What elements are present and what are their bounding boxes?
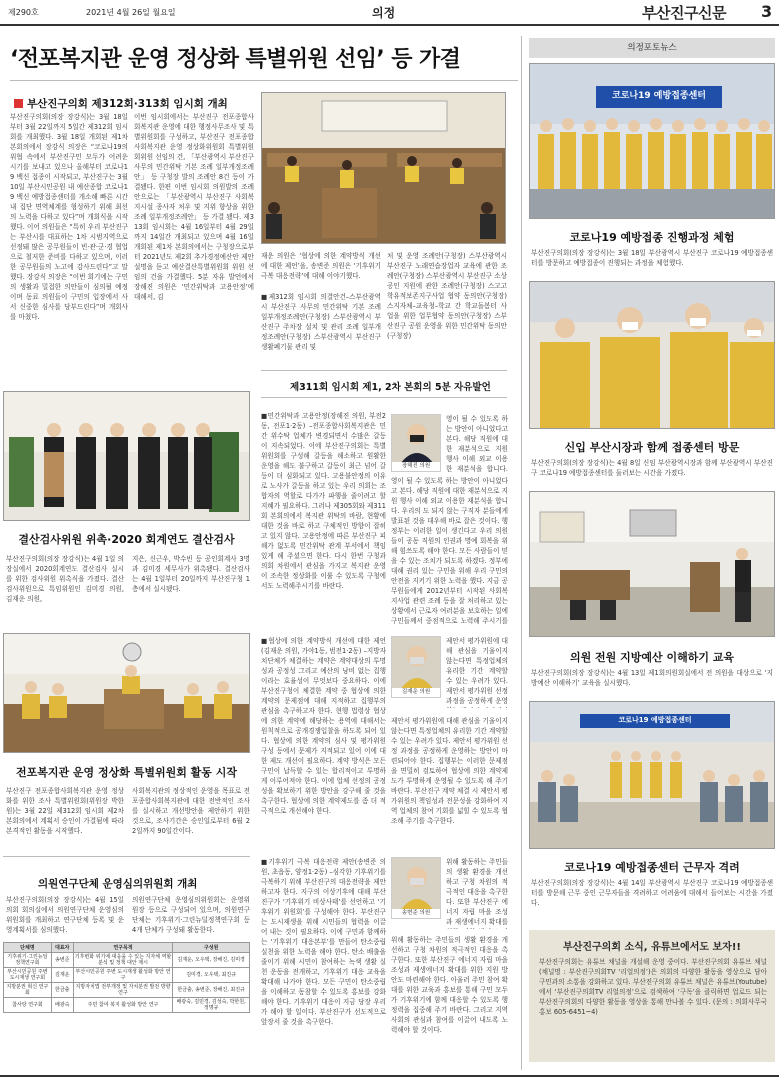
table-cell: 부산시민공원 주변 도시재생 활성화 방안 연구 bbox=[73, 968, 173, 983]
divider bbox=[3, 856, 250, 857]
vaccine-center-sign: 코로나19 예방접종센터 bbox=[618, 716, 692, 724]
article-column: 재운 의원은 ‘협상에 의한 계약방식 개선에 대한 제언’을, 송변준 의원은 ‘기후위기 극복 대응전략’에 대해 이야기했다. bbox=[261, 252, 381, 280]
table-row bbox=[4, 953, 250, 968]
photo-caption: 코로나19 예방접종 진행과정 체험 bbox=[569, 231, 735, 244]
section-title: 의정 bbox=[372, 6, 396, 20]
budget-education-photo bbox=[529, 491, 775, 637]
divider bbox=[10, 80, 518, 81]
table-cell: 배광숙 bbox=[51, 998, 73, 1013]
subtitle-text: 부산진구의회 제312회·313회 임시회 개최 bbox=[27, 98, 228, 110]
table-cell: 기후위기·그린뉴딜 정책연구회 bbox=[4, 953, 52, 968]
table-cell: 송변준 bbox=[51, 953, 73, 968]
table-cell: 부산시민공원 주변 도시재생 연구회 bbox=[4, 968, 52, 983]
accent-bar bbox=[14, 99, 23, 108]
divider bbox=[261, 370, 507, 371]
article-column: 부산진구의회(의장 장강식)는 4월 15일 의회 회의실에서 의원연구단체 운영심의위원회를 개최하고 연구단체 등록 및 운영계획서를 심의했다. bbox=[6, 896, 124, 934]
table-cell: 지방분권 혁신 연구회 bbox=[4, 983, 52, 998]
masthead bbox=[0, 0, 779, 26]
speech-text: ■민간위탁과 고용안정(장해진 의원, 부전2동, 전포1·2동) –전포종합사회복지관은 민간 위수탁 업체가 변경되면서 수많은 갈등이 지속되었다. 이에 부산진구의회는 특별위원회를 구성해 갈등을 해소하고 원활한 운영을 해도 불구하고 갈등이 최근 넘어 갈등이 더 심화되고 있다. 고용불안정의 이유로 노사가 갈등을 하고 있는 우리 의회는 조합자의 역할로 다가가 파행을 줄이려고 할 지혜가 필요하다. 그러나 제305회와 제311회 본회의에서 복지관 위탁의 바람, 현황에 대한 것을 바로 하고 구체적인 방향이 잡히고 있지 않다. 고용안정에 따른 부산진구 피해가 없도록 민간위탁 관계 부서에서 책임있게 해 주셨으면 한다. 다시 한번 구청과 의회 차원에서 관심을 가지고 복지관 운영이 조속한 정상화를 이룰 수 있도록 구청에서도 노력해주시기를 바란다. bbox=[261, 412, 386, 590]
article-column: 의원연구단체 운영심의위원회는 운영위원장 등으로 구성되어 있으며, 의원연구단체는 기후위기·그린뉴딜정책연구회 등 4개 단체가 구성돼 활동한다. bbox=[132, 896, 250, 934]
column-header: 구성원 bbox=[173, 943, 250, 953]
speaker-name: 김재운 의원 bbox=[392, 688, 440, 697]
table-cell: 지방자치법 전부개정 및 자치분권 발전 방향 연구 bbox=[73, 983, 173, 998]
speaker-photo bbox=[391, 636, 441, 698]
speech-text: ■협상에 의한 계약방식 개선에 대한 제언(김재운 의원, 가야1동, 범전1·2동) –지방자치단체가 체결하는 계약은 계약대상의 투명성과 공정성 그리고 예산의 낭비 없는 집행이라는 효율성이 무엇보다 중요하다. 이에 부산진구청이 체결한 계약 중 협상에 의한 계약의 문제점에 대해 지적하고 집행부의 관심을 촉구하고자 한다. 현행 법령상 협상에 의한 계약에 해당하는 용역에 대해서는 원칙적으로 공개경쟁입찰을 하도록 되어 있다. 협상에 의한 계약의 심사 및 평가위원 구성 등에서 문제가 지적되고 있어 이에 대한 제도 개선이 필요하다. 계약 방식은 모든 구민이 납득할 수 있는 합리적이고 투명하게 이루어져야 한다. 이에 업체 선정의 공정성을 확보하기 위한 방안을 강구해 줄 것을 촉구한다. 협상에 의한 계약제도를 좀 더 적극적으로 개선해야 한다. bbox=[261, 637, 386, 815]
table-cell: 한금출, 송변준, 장해진, 최진규 bbox=[173, 983, 250, 998]
speech-text: 위해 활동하는 주민들의 생활 환경을 개선하고 구청 차원의 적극적인 대응을 촉구한다. 또한 부산진구 에너지 자립 마을 조성과 재생에너지 확대를 bbox=[446, 858, 508, 926]
photo-text: 부산진구의회(의장 장강식)는 4월 13일 제1회의원회실에서 전 의원을 대상으로 ‘지방예산 이해하기’ 교육을 실시했다. bbox=[531, 669, 773, 687]
resolution-list: ■제312회 임시회 의결안건–스부산광역시 부산진구 사무의 민간위탁 기본 조례 일부개정조례안(구청장) 스부산광역시 부산진구 주차장 설치 및 관리 조례 일부개정조례안(구청장) 스부산광역시 부산진구 생활폐기물 관리 및 bbox=[261, 293, 381, 351]
main-headline: ‘전포복지관 운영 정상화 특별위원 선임’ 등 가결 bbox=[10, 47, 461, 72]
article-column: 이번 임시회에서는 부산진구 전포종합사회복지관 운영에 대한 행정사무조사 및 특별위원회를 구성하고, 부산진구 전포종합사회복지관 운영 정상화위원회 특별위원회위원 선임의 건, 「부산광역시 부산진구 사무의 민간위탁 기본 조례 일부개정조례안」 등 구청장 발의 조례안 8건 등이 가결됐다. 한편 이번 임시회 의원발의 조례안으로는 「부산광역시 부산진구 사회복지시설 종사자 처우 및 지위 향상을 위한 조례 일부개정조례안」 등 가결 됐다. 제313회 임시회는 4월 16일부터 4월 29일까지 14일간 개최되고 있으며 4월 16일 개회된 제1차 본회의에서는 구청장으로부터 2021년도 제2회 추가경정예산안 제안 설명을 듣고 예산결산특별위원회 위원 선임의 건을 가결했다. 5분 자유 발언에서 장해진 의원은 ‘민간위탁과 고용안정’에 대해서, 김 bbox=[134, 113, 254, 301]
photo-news-band: 의정포토뉴스 bbox=[529, 38, 775, 58]
speech-text: 영이 될 수 있도록 하는 방안이 아니었다고 본다. 해당 직원에 대한 재분석으로 지원 행사 이해 외교 이용한 재분석을 합니다. 우리의 도 되지 않는 구직자 분들에게 발표된 것을 대우해 바로 잡은 것이다. 행정부는 이러한 일이 생긴다고 우리 의원들이 공동 직원의 인권과 명예 회복을 위해 힘쓰도록 해야 한다. 모든 사람들이 믿을 수 있는 조치가 되도록 하겠다. 정부에 대해 권리 있는 구민을 위해 우리 구민의 안전을 지키기 위한 노력을 했다. 지금 공무원들에게 2012년부터 시작된 사회복지사업 관련 조례 등을 잘 처리하고 있는 상황에서 근로자 여러분을 보호하는 일에 구민들께서 중점적으로 노력해 주시기를 bbox=[391, 477, 508, 625]
speech-text: 제안서 평가위원에 대해 관심을 기울이지 않는다면 특정업체의 유리한 기간 계약할 수 있는 우려가 있다. 제안서 평가위원 선정 과정을 공정하게 운영 bbox=[446, 637, 508, 705]
page-number: 3 bbox=[761, 2, 773, 21]
vaccine-center-sign: 코로나19 예방접종센터 bbox=[612, 91, 706, 101]
column-header: 대표자 bbox=[51, 943, 73, 953]
photo-text: 부산진구의회(의장 장강식)는 4월 8일 신임 부산광역시장과 함께 부산광역시 부산진구 코로나19 예방접종센터를 둘러보는 시간을 가졌다. bbox=[531, 459, 773, 477]
article-column: 처 및 운영 조례안(구청장) 스부산광역시 부산진구 노래연습장업자 교육에 관한 조례안(구청장) 스부산광역시 부산진구 소상공인 지원에 관한 조례안(구청장) 스고고학유적보존지구사업 협약 동의안(구청장) 스지자체–교육청–학교 간 학교돌봄터 사업을 위한 업무협약 동의안(구청장) 스부산진구 공원 운영을 위한 민간위탁 동의안(구청장) bbox=[387, 252, 507, 340]
vaccine-workers-photo bbox=[529, 701, 775, 849]
table-cell: 배광숙, 김민경, 김성숙, 박한원, 정명규 bbox=[173, 998, 250, 1013]
table-cell: 기후변화 위기에 대응을 수 있는 지자체 역할 분석 및 정책 대안 제시 bbox=[74, 954, 172, 966]
table-cell: 김재운 bbox=[51, 968, 73, 983]
speaker-name: 장해진 의원 bbox=[392, 462, 440, 471]
column-header: 단체명 bbox=[4, 943, 52, 953]
table-cell: 김재운, 오우택, 장해진, 김미경 bbox=[173, 953, 250, 968]
speech-text: 제안서 평가위원에 대해 관심을 기울이지 않는다면 특정업체의 유리한 기간 계약할 수 있는 우려가 있다. 제안서 평가위원 선정 과정을 공정하게 운영하는 방안이 마련되어야 한다. 집행부는 이러한 문제점을 면밀히 검토하여 협상에 의한 계약제도가 투명하게 운영될 수 있도록 해 주기 바란다. 부산진구 계약 체결 시 제안서 평가위원의 책임성과 전문성을 강화하여 지역 업체의 참여 기회를 넓힐 수 있도록 협조해 주기를 촉구한다. bbox=[391, 717, 508, 825]
speech-text: 위해 활동하는 주민들의 생활 환경을 개선하고 구청 차원의 적극적인 대응을 촉구한다. 또한 부산진구 에너지 자립 마을 조성과 재생에너지 확대를 위한 지원 방안도 마련해야 한다. 아울러 주민 참여 확대를 위한 교육과 홍보를 통해 구민 모두가 기후위기에 함께 대응할 수 있도록 행정력을 집중해 주기 바란다. 그리고 지역 사회의 관심과 참여를 이끌어 내도록 노력해야 할 것이다. bbox=[391, 936, 508, 1034]
youtube-notice-title: 부산진구의회 소식, 유튜브에서도 보자!! bbox=[563, 942, 741, 953]
committee-photo bbox=[3, 633, 250, 753]
speech-text: 영이 될 수 있도록 하는 방안이 아니었다고 본다. 해당 직원에 대한 재분석으로 지원 행사 이해 외교 이용한 재분석을 합니다. bbox=[446, 415, 508, 473]
photo-caption: 의원 전원 지방예산 이해하기 교육 bbox=[569, 651, 735, 664]
table-row bbox=[4, 998, 250, 1013]
column-header: 연구목적 bbox=[73, 943, 173, 953]
table-cell: 김미경, 오우택, 최진규 bbox=[173, 968, 250, 983]
article-column: 부산진구의회(의장 장강식)는 3월 18일부터 3월 22일까지 5일간 제312회 임시회를 개최했다. 3월 18일 개회된 제1차 본회의에서 장강식 의장은 “코로나19의 위협 속에서 부산진구민 모두가 어려운 시기를 보내고 있으나 올해부터 코로나19 백신 접종이 시작되고, 부산진구는 3월 10일 부산시민공원 내 예산종합 코로나19 백신 예방접종센터를 개소해 빠른 시간 내 집단 면역체계를 형성하기 위해 최선의 노력을 다하고 있다”며 개회식을 시작했다. 이어 의원들은 “특히 우리 부산진구는 부산시를 대표하는 1차 시범지역으로 선정돼 많은 공무원들이 빈·관·군·경 협업으로 철저한 준비를 다하고 있으며, 이러한 공무원들의 노고에 감사드린다”고 말했다. 장강식 의장은 “이번 회기에는 구민의 생활과 밀접한 의안들이 심의될 예정이며 동료 의원들이 구민의 입장에서 사서 신중한 심사를 당부드린다”며 개회사를 마쳤다. bbox=[10, 113, 128, 321]
article-column: 지은, 신근우, 박수빈 등 공인회계사 3명과 김미경 세무사가 위촉됐다. 결산검사는 4월 1일부터 20일까지 부산진구청 1층에서 실시됐다. bbox=[132, 555, 250, 593]
speaker-photo bbox=[391, 857, 441, 919]
speaker-photo bbox=[391, 414, 441, 472]
youtube-notice-text: 부산진구의회는 유튜브 채널을 개설해 운영 중이다. 부산진구의회 유튜브 채널(채널명 : 부산진구의회TV ‘리얼의정’)은 의회의 다양한 활동을 영상으로 담아 구민과의 소통을 강화하고 있다. 부산진구의회 유튜브 채널은 유튜브(Youtube)에서 ‘부산진구의회TV 리얼의정’으로 검색하여 ‘구독’을 클릭하면 업로드 되는 부산진구의회의 다양한 활동을 영상을 통해 만나볼 수 있다. (문의 : 의회사무국 홍보 605-6451~4) bbox=[539, 958, 767, 1016]
newspaper-logo: 부산진구신문 bbox=[642, 4, 726, 22]
vaccine-center-photo bbox=[529, 63, 775, 219]
article-column: 사회복지관의 정상적인 운영을 목표로 전포종합사회복지관에 대한 전반적인 조사를 실시하고 개선방안을 제안하기 위한 것으로, 조사기간은 승인일로부터 6월 22일까지 90일간이다. bbox=[132, 787, 250, 835]
column-divider bbox=[521, 36, 522, 1070]
speaker-name: 송변준 의원 bbox=[392, 909, 440, 918]
photo-caption: 코로나19 예방접종센터 근무자 격려 bbox=[564, 861, 740, 874]
photo-caption: 신입 부산시장과 함께 접종센터 방문 bbox=[564, 441, 740, 454]
section-subtitle: 의원연구단체 운영심의위원회 개최 bbox=[38, 878, 198, 890]
article-column: 부산진구의회(의장 장강식)는 4월 1일 의장실에서 2020회계연도 결산검사 실시를 위한 검사위원 위촉식을 가졌다. 결산검사위원으로 특임위원인 김미경 의원, 김재운 의원, bbox=[6, 555, 124, 603]
mayor-visit-photo bbox=[529, 281, 775, 429]
photo-caption: 결산검사위원 위촉·2020 회계연도 결산검사 bbox=[18, 533, 235, 546]
table-row bbox=[4, 968, 250, 983]
settlement-photo bbox=[3, 391, 250, 521]
table-cell: 주민 참여 복지 활성화 방안 연구 bbox=[73, 998, 173, 1013]
table-cell: 참사랑 연구회 bbox=[4, 998, 52, 1013]
article-subtitle bbox=[14, 96, 228, 111]
section-subtitle: 제311회 임시회 제1, 2차 본회의 5분 자유발언 bbox=[290, 382, 491, 393]
divider bbox=[261, 397, 507, 398]
photo-text: 부산진구의회(의장 장강식)는 4월 14일 부산광역시 부산진구 코로나19 예방접종센터를 방문해 근무 중인 근무자들을 격려하고 어려움에 대해서 들어보는 시간을 가졌다. bbox=[531, 879, 773, 907]
photo-caption: 전포복지관 운영 정상화 특별위원회 활동 시작 bbox=[15, 766, 238, 779]
table-cell: 한금출 bbox=[51, 983, 73, 998]
issue-number: 제290호 bbox=[8, 8, 39, 17]
article-column: 부산진구 전포종합사회복지관 운영 정상화를 위한 조사 특별위원회(위원장 박한원)는 3월 22일 제312회 임시회 제2차 본회의에서 계획서 승인이 가결됨에 따라 본격적인 활동을 시작했다. bbox=[6, 787, 124, 835]
research-group-table bbox=[3, 942, 250, 1013]
table-row bbox=[4, 983, 250, 998]
table-header-row bbox=[4, 943, 250, 953]
chamber-photo bbox=[261, 92, 506, 244]
photo-text: 부산진구의회(의장 장강식)는 3월 18일 부산광역시 부산진구 코로나19 예방접종센터를 방문하고 예방접종이 진행되는 과정을 체험했다. bbox=[531, 249, 773, 267]
speech-text: ■기후위기 극복 대응전략 제안(송변준 의원, 초읍동, 양정1·2동) –심각한 기후위기를 극복하기 위해 부산진구의 대응전략을 제안하고자 한다. 지구의 이상기후에 대해 부산진구가 ‘기후위기 비상사태’를 선언하고 ‘기후위기 위원회’를 구성해야 한다. 부산진구는 도시재생을 위해 시민들의 협력을 이끌어 내는 것이 필요하다. 이에 구민과 함께하는 ‘기후위기 대응본부’를 만들어 탄소중립 실천을 위한 노력을 해야 한다. 탄소 배출을 줄이기 위해 시민이 참여하는 녹색 생활 실천 운동을 전개하고, 기후위기 대응 교육을 확대해 나가야 한다. 모든 구민이 탄소중립을 이해하고 동참할 수 있도록 홍보를 강화해야 한다. 기후위기 대응이 지금 당장 우리가 해야 할 일이다. 부산진구가 선도적으로 앞장서 줄 것을 촉구한다. bbox=[261, 858, 386, 1026]
bottom-rule bbox=[0, 1075, 779, 1077]
youtube-notice-box bbox=[529, 930, 775, 1062]
issue-date: 2021년 4월 26일 월요일 bbox=[86, 8, 176, 17]
